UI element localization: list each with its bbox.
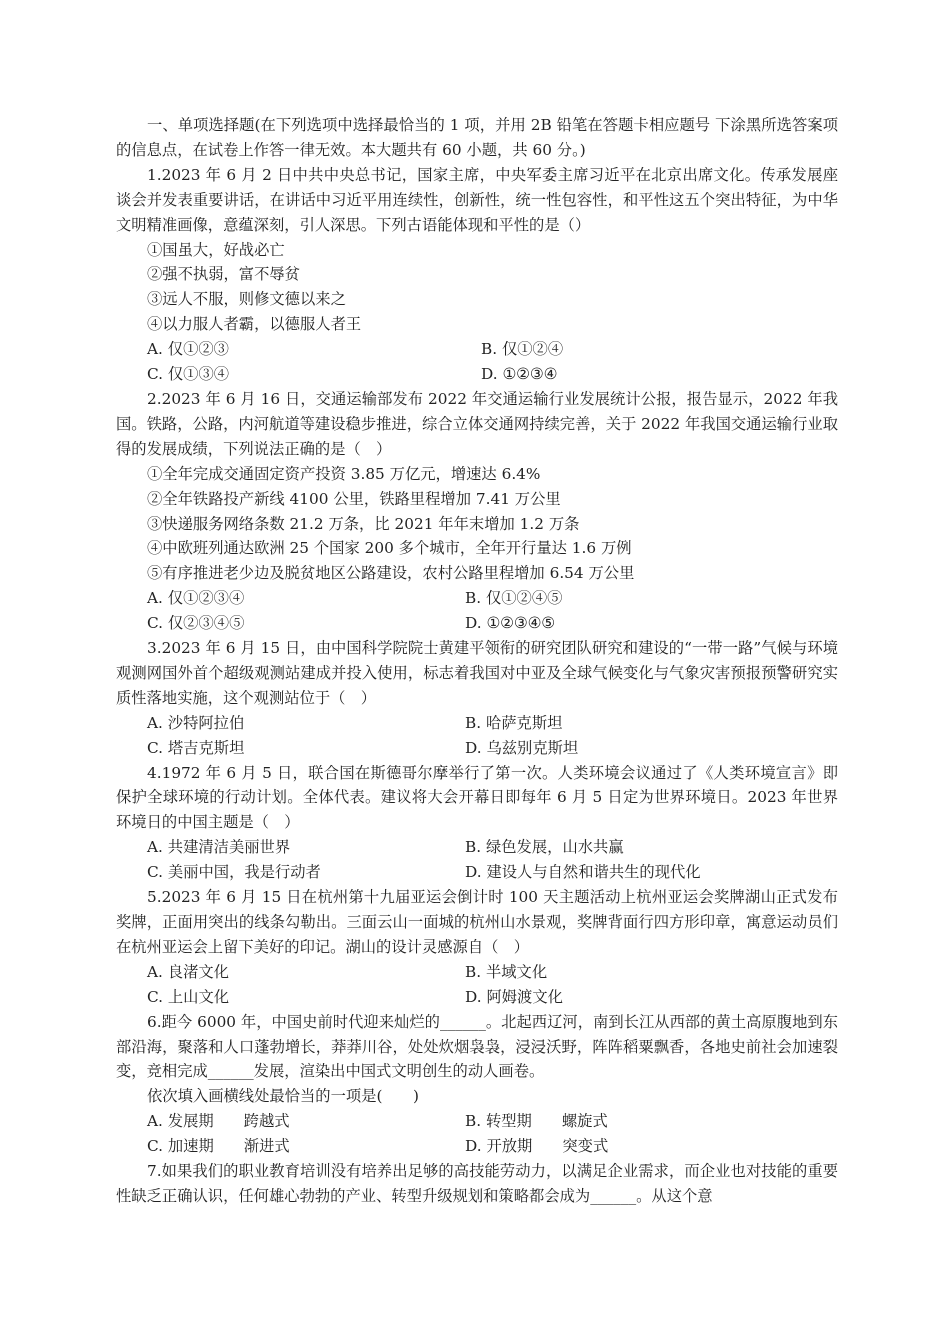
option-c — [147, 1134, 465, 1159]
options-row — [116, 1109, 838, 1134]
option-d: D. ①②③④ — [481, 365, 558, 384]
question-1 — [116, 163, 838, 387]
option-b: B. 哈萨克斯坦 — [465, 713, 563, 732]
question-stem: 1.2023 年 6 月 2 日中共中央总书记，国家主席，中央军委主席习近平在北京出席文化。传承发展座谈会并发表重要讲话，在讲话中习近平用连续性，创新性，统一性包容性，和平性这五个突出特征，为中华文明精准画像，意蕴深刻，引人深思。下列古语能体现和平性的是（） — [116, 165, 838, 234]
options-row — [116, 362, 838, 387]
question-6 — [116, 1010, 838, 1159]
statement-item: ①全年完成交通固定资产投资 3.85 万亿元，增速达 6.4% — [147, 464, 541, 483]
question-3 — [116, 636, 838, 761]
option-d — [465, 1134, 838, 1159]
question-5 — [116, 885, 838, 1010]
option-b: B. 半域文化 — [465, 962, 548, 981]
option-a: A. 仅①②③ — [147, 340, 229, 359]
options-row — [116, 611, 838, 636]
statement-item: ①国虽大，好战必亡 — [147, 240, 285, 259]
option-b — [465, 1109, 838, 1134]
question-stem: 3.2023 年 6 月 15 日，由中国科学院院士黄建平领衔的研究团队研究和建设的“一带一路”气候与环境观测网国外首个超级观测站建成并投入使用，标志着我国对中亚及全球气候变化与气象灾害预报预警研究实质性落地实施，这个观测站位于（ ） — [116, 639, 838, 707]
option-word-2: 螺旋式 — [561, 1112, 608, 1131]
exam-content — [116, 113, 838, 1209]
option-word-1: D. 开放期 — [465, 1137, 533, 1156]
options-row — [116, 860, 838, 885]
option-a — [147, 1109, 465, 1134]
option-a: A. 仅①②③④ — [147, 589, 245, 608]
question-stem: 5.2023 年 6 月 15 日在杭州第十九届亚运会倒计时 100 天主题活动上杭州亚运会奖牌湖山正式发布奖牌，正面用突出的线条勾勒出。三面云山一面城的杭州山水景观，奖牌背面行四方形印章，寓意运动员们在杭州亚运会上留下美好的印记。湖山的设计灵感源自（ ） — [116, 888, 838, 956]
statement-item: ④以力服人者霸，以德服人者王 — [147, 315, 362, 334]
question-stem: 2.2023 年 6 月 16 日，交通运输部发布 2022 年交通运输行业发展统计公报，报告显示，2022 年我国。铁路，公路，内河航道等建设稳步推进，综合立体交通网持续完善，关于 2022 年我国交通运输行业取得的发展成绩，下列说法正确的是（ ） — [116, 389, 838, 458]
option-d: D. 乌兹别克斯坦 — [465, 738, 579, 757]
section-heading: 一、单项选择题(在下列选项中选择最恰当的 1 项，并用 2B 铅笔在答题卡相应题号 下涂黑所选答案项的信息点，在试卷上作答一律无效。本大题共有 60 小题，共 60 分。) — [116, 116, 838, 159]
option-word-2: 突变式 — [562, 1137, 609, 1156]
option-d: D. ①②③④⑤ — [465, 614, 556, 633]
option-a: A. 沙特阿拉伯 — [147, 713, 245, 732]
question-stem: 4.1972 年 6 月 5 日，联合国在斯德哥尔摩举行了第一次。人类环境会议通过了《人类环境宣言》即保护全球环境的行动计划。全体代表。建议将大会开幕日即每年 6 月 5 日定为世界环境日。2023 年世界环境日的中国主题是（ ） — [116, 763, 838, 832]
statement-item: ③快递服务网络条数 21.2 万条，比 2021 年年末增加 1.2 万条 — [147, 514, 580, 533]
options-row — [116, 736, 838, 761]
options-row — [116, 1134, 838, 1159]
option-d: D. 建设人与自然和谐共生的现代化 — [465, 863, 701, 882]
question-stem: 6.距今 6000 年，中国史前时代迎来灿烂的______。北起西辽河，南到长江从西部的黄土高原腹地到东部沿海，聚落和人口蓬勃增长，莽莽川谷，处处炊烟袅袅，浸浸沃野，阵阵稻粟飘香，各地史前社会加速裂变，竞相完成______发展，渲染出中国式文明创生的动人画卷。 — [116, 1012, 838, 1081]
option-b: B. 绿色发展，山水共赢 — [465, 838, 624, 857]
option-a: A. 良渚文化 — [147, 962, 229, 981]
question-7 — [116, 1159, 838, 1209]
question-4 — [116, 761, 838, 886]
option-d: D. 阿姆渡文化 — [465, 987, 563, 1006]
statement-item: ②全年铁路投产新线 4100 公里，铁路里程增加 7.41 万公里 — [147, 489, 561, 508]
question-stem: 7.如果我们的职业教育培训没有培养出足够的高技能劳动力，以满足企业需求，而企业也对技能的重要性缺乏正确认识，任何雄心勃勃的产业、转型升级规划和策略都会成为______。从这个意 — [116, 1162, 838, 1205]
option-a: A. 共建清洁美丽世界 — [147, 838, 291, 857]
option-c: C. 美丽中国，我是行动者 — [147, 863, 321, 882]
options-row — [116, 586, 838, 611]
option-c: C. 塔吉克斯坦 — [147, 738, 245, 757]
option-c: C. 仅①③④ — [147, 365, 230, 384]
options-row — [116, 711, 838, 736]
option-c: C. 上山文化 — [147, 987, 230, 1006]
options-row — [116, 960, 838, 985]
statement-item: ④中欧班列通达欧洲 25 个国家 200 多个城市，全年开行量达 1.6 万例 — [147, 539, 632, 558]
options-row — [116, 337, 838, 362]
option-c: C. 仅②③④⑤ — [147, 614, 245, 633]
options-row — [116, 985, 838, 1010]
option-word-1: A. 发展期 — [147, 1112, 214, 1131]
statement-item: ⑤有序推进老少边及脱贫地区公路建设，农村公路里程增加 6.54 万公里 — [147, 564, 635, 583]
question-instruction: 依次填入画横线处最恰当的一项是( ) — [147, 1087, 419, 1106]
option-word-1: C. 加速期 — [147, 1137, 214, 1156]
options-row — [116, 835, 838, 860]
statement-item: ③远人不服，则修文德以来之 — [147, 290, 346, 309]
option-word-2: 渐进式 — [243, 1137, 290, 1156]
question-2 — [116, 387, 838, 636]
option-b: B. 仅①②④ — [481, 340, 564, 359]
option-word-2: 跨越式 — [243, 1112, 290, 1131]
option-word-1: B. 转型期 — [465, 1112, 532, 1131]
option-b: B. 仅①②④⑤ — [465, 589, 563, 608]
statement-item: ②强不执弱，富不辱贫 — [147, 265, 300, 284]
